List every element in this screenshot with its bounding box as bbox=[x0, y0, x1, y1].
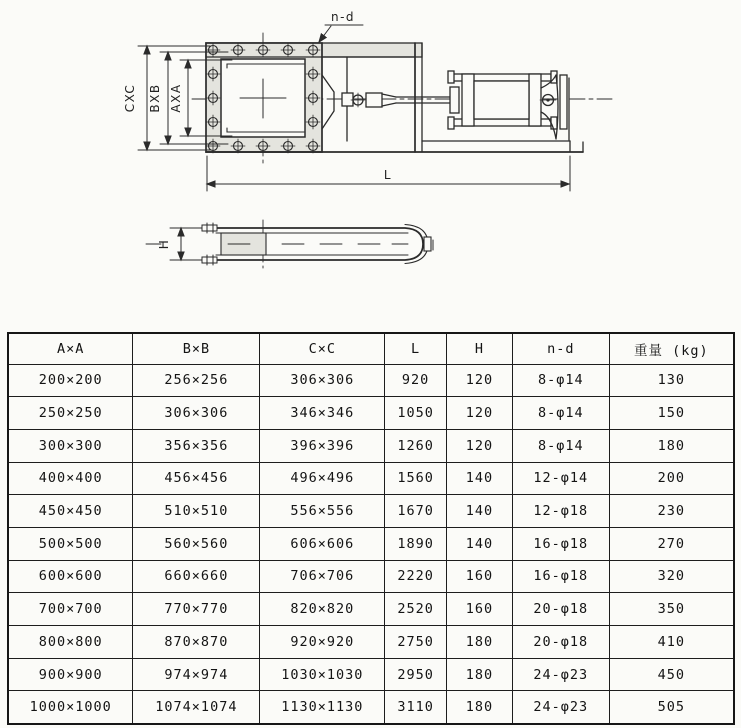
table-row bbox=[8, 560, 734, 593]
column-header: n-d bbox=[513, 333, 610, 364]
side-bolts bbox=[202, 223, 217, 265]
table-cell: 450 bbox=[609, 658, 734, 691]
table-cell: 356×356 bbox=[133, 429, 260, 462]
table-cell: 1130×1130 bbox=[260, 691, 385, 724]
table-cell: 130 bbox=[609, 364, 734, 397]
table-cell: 410 bbox=[609, 626, 734, 659]
table-cell: 396×396 bbox=[260, 429, 385, 462]
table-cell: 160 bbox=[446, 593, 512, 626]
table-cell: 920×920 bbox=[260, 626, 385, 659]
table-cell: 1030×1030 bbox=[260, 658, 385, 691]
table-cell: 256×256 bbox=[133, 364, 260, 397]
table-cell: 1890 bbox=[385, 527, 447, 560]
technical-drawing bbox=[0, 0, 741, 322]
table-cell: 306×306 bbox=[133, 397, 260, 430]
table-cell: 200 bbox=[609, 462, 734, 495]
column-header: C×C bbox=[260, 333, 385, 364]
table-row bbox=[8, 527, 734, 560]
table-cell: 450×450 bbox=[8, 495, 133, 528]
spec-table bbox=[7, 332, 735, 725]
table-row bbox=[8, 658, 734, 691]
table-cell: 560×560 bbox=[133, 527, 260, 560]
table-cell: 12-φ14 bbox=[513, 462, 610, 495]
clevis-mount bbox=[540, 75, 569, 140]
dimension-height bbox=[157, 228, 202, 260]
table-cell: 180 bbox=[446, 626, 512, 659]
table-cell: 8-φ14 bbox=[513, 397, 610, 430]
spec-table-container bbox=[7, 332, 735, 725]
table-cell: 20-φ18 bbox=[513, 593, 610, 626]
table-cell: 600×600 bbox=[8, 560, 133, 593]
table-cell: 140 bbox=[446, 495, 512, 528]
table-cell: 180 bbox=[609, 429, 734, 462]
table-row bbox=[8, 593, 734, 626]
table-cell: 1560 bbox=[385, 462, 447, 495]
table-cell: 1260 bbox=[385, 429, 447, 462]
table-row bbox=[8, 495, 734, 528]
dimension-cxc bbox=[123, 46, 210, 150]
table-cell: 606×606 bbox=[260, 527, 385, 560]
column-header: B×B bbox=[133, 333, 260, 364]
table-cell: 346×346 bbox=[260, 397, 385, 430]
column-header: H bbox=[446, 333, 512, 364]
table-cell: 320 bbox=[609, 560, 734, 593]
table-cell: 770×770 bbox=[133, 593, 260, 626]
table-cell: 400×400 bbox=[8, 462, 133, 495]
table-cell: 180 bbox=[446, 658, 512, 691]
table-cell: 556×556 bbox=[260, 495, 385, 528]
table-cell: 8-φ14 bbox=[513, 429, 610, 462]
table-row bbox=[8, 364, 734, 397]
table-cell: 660×660 bbox=[133, 560, 260, 593]
table-cell: 456×456 bbox=[133, 462, 260, 495]
side-view bbox=[157, 223, 433, 265]
table-cell: 3110 bbox=[385, 691, 447, 724]
table-row bbox=[8, 462, 734, 495]
table-cell: 800×800 bbox=[8, 626, 133, 659]
table-cell: 24-φ23 bbox=[513, 658, 610, 691]
table-cell: 120 bbox=[446, 429, 512, 462]
table-cell: 140 bbox=[446, 462, 512, 495]
table-row bbox=[8, 429, 734, 462]
table-cell: 870×870 bbox=[133, 626, 260, 659]
dim-label-axa: AXA bbox=[169, 83, 183, 113]
table-cell: 2950 bbox=[385, 658, 447, 691]
table-cell: 16-φ18 bbox=[513, 560, 610, 593]
table-cell: 920 bbox=[385, 364, 447, 397]
table-cell: 2220 bbox=[385, 560, 447, 593]
table-cell: 2750 bbox=[385, 626, 447, 659]
table-cell: 306×306 bbox=[260, 364, 385, 397]
table-cell: 1670 bbox=[385, 495, 447, 528]
table-cell: 1074×1074 bbox=[133, 691, 260, 724]
table-cell: 700×700 bbox=[8, 593, 133, 626]
column-header: L bbox=[385, 333, 447, 364]
table-cell: 706×706 bbox=[260, 560, 385, 593]
table-cell: 8-φ14 bbox=[513, 364, 610, 397]
table-cell: 510×510 bbox=[133, 495, 260, 528]
top-view bbox=[123, 10, 583, 191]
table-cell: 250×250 bbox=[8, 397, 133, 430]
table-cell: 974×974 bbox=[133, 658, 260, 691]
table-row bbox=[8, 397, 734, 430]
dim-label-bxb: BXB bbox=[148, 83, 162, 113]
bolt-callout bbox=[319, 10, 363, 42]
table-row bbox=[8, 626, 734, 659]
table-cell: 16-φ18 bbox=[513, 527, 610, 560]
dim-label-length: L bbox=[383, 168, 393, 182]
dim-label-cxc: CXC bbox=[123, 83, 137, 113]
table-cell: 200×200 bbox=[8, 364, 133, 397]
spec-table-body bbox=[8, 364, 734, 724]
table-cell: 270 bbox=[609, 527, 734, 560]
table-cell: 505 bbox=[609, 691, 734, 724]
table-cell: 120 bbox=[446, 364, 512, 397]
spec-table-head-row bbox=[8, 333, 734, 364]
table-cell: 180 bbox=[446, 691, 512, 724]
table-cell: 1000×1000 bbox=[8, 691, 133, 724]
table-cell: 12-φ18 bbox=[513, 495, 610, 528]
table-row bbox=[8, 691, 734, 724]
table-cell: 1050 bbox=[385, 397, 447, 430]
table-cell: 350 bbox=[609, 593, 734, 626]
table-cell: 900×900 bbox=[8, 658, 133, 691]
table-cell: 820×820 bbox=[260, 593, 385, 626]
table-cell: 300×300 bbox=[8, 429, 133, 462]
table-cell: 20-φ18 bbox=[513, 626, 610, 659]
table-cell: 24-φ23 bbox=[513, 691, 610, 724]
dimension-length bbox=[207, 156, 570, 191]
stem-assembly bbox=[322, 75, 459, 129]
table-cell: 230 bbox=[609, 495, 734, 528]
table-cell: 2520 bbox=[385, 593, 447, 626]
table-cell: 140 bbox=[446, 527, 512, 560]
table-cell: 160 bbox=[446, 560, 512, 593]
column-header: 重量 (kg) bbox=[609, 333, 734, 364]
bolt-callout-label: n-d bbox=[330, 10, 356, 24]
column-header: A×A bbox=[8, 333, 133, 364]
dim-label-height: H bbox=[157, 238, 171, 250]
table-cell: 120 bbox=[446, 397, 512, 430]
table-cell: 496×496 bbox=[260, 462, 385, 495]
table-cell: 150 bbox=[609, 397, 734, 430]
table-cell: 500×500 bbox=[8, 527, 133, 560]
